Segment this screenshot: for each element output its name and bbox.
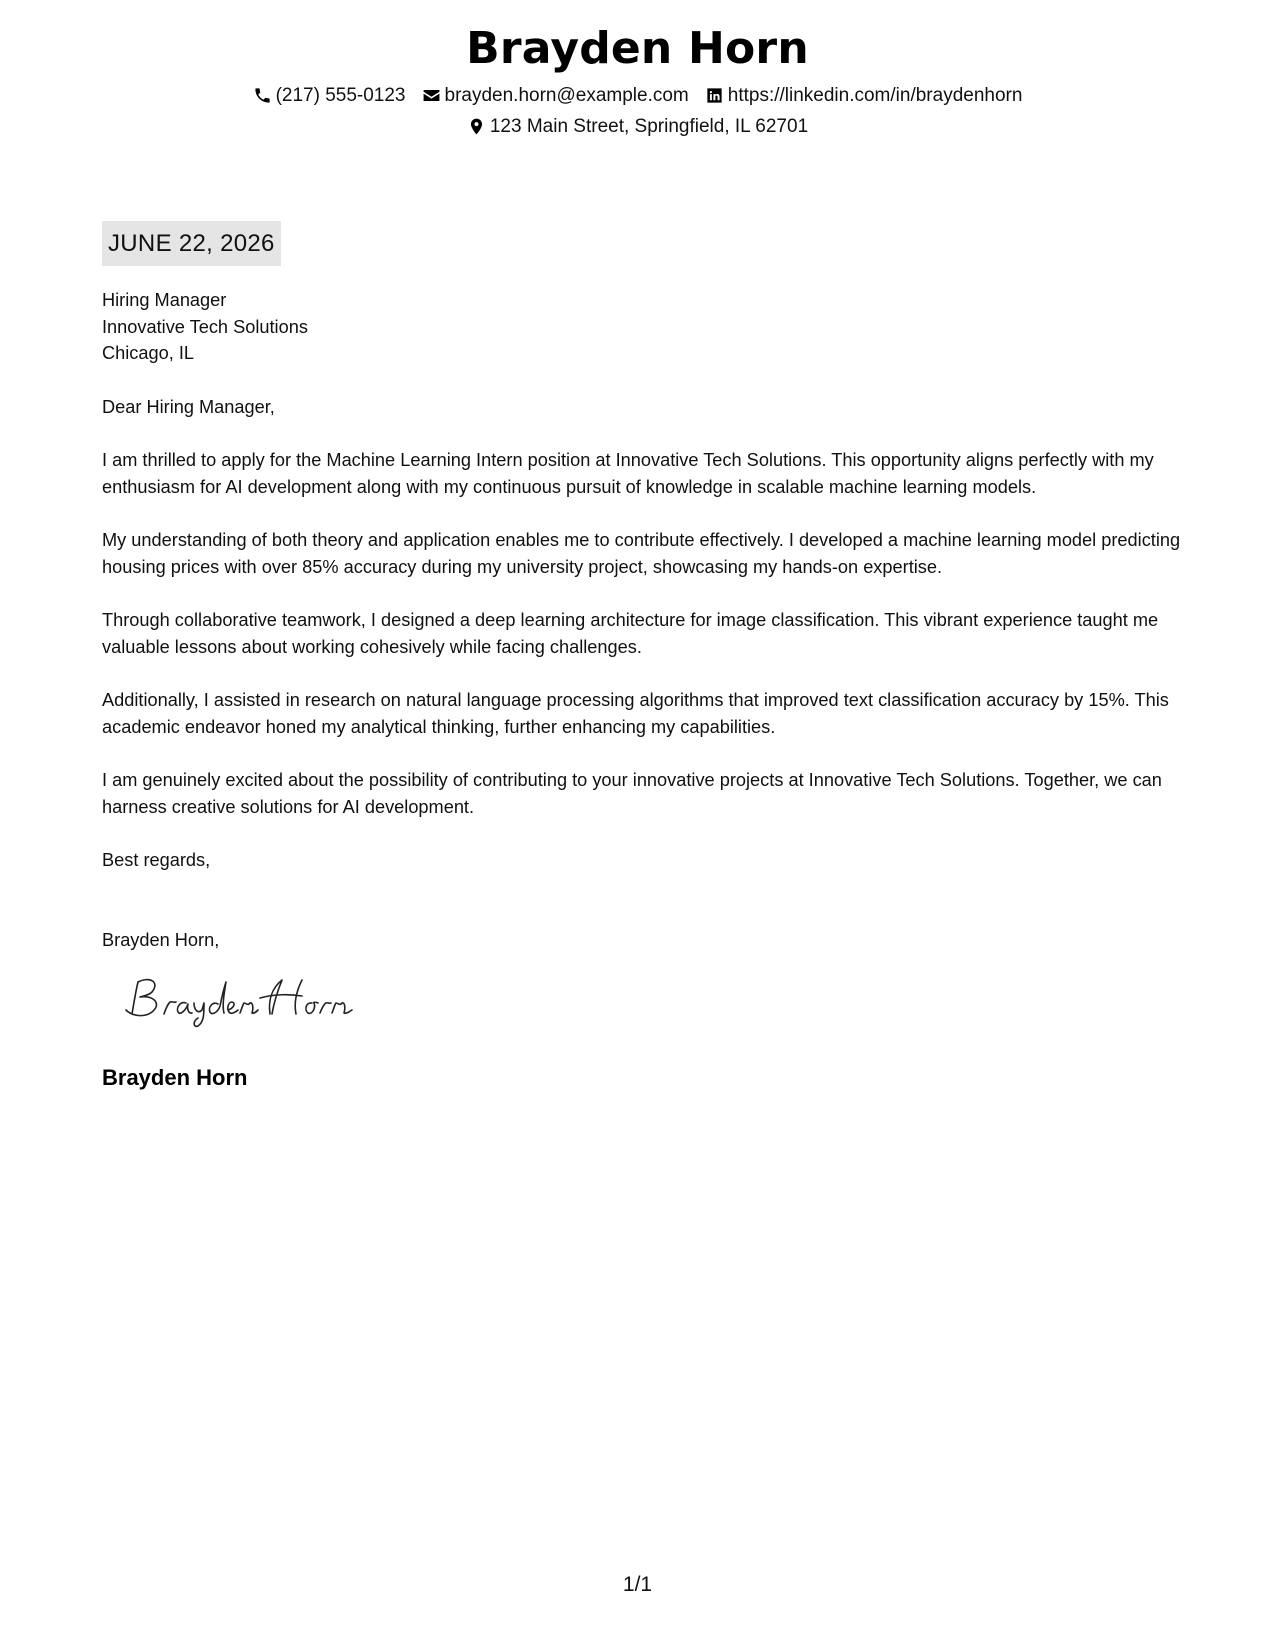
contact-email[interactable]	[422, 80, 689, 111]
linkedin-icon	[705, 86, 724, 105]
signer-name: Brayden Horn,	[102, 929, 220, 950]
printed-signer-name: Brayden Horn	[102, 1065, 248, 1090]
body-paragraph: Additionally, I assisted in research on natural language processing algorithms that improved text classification accuracy by 15%. This academic endeavor honed my analytical thinking, further enhancing my capabilities.	[102, 690, 1169, 737]
body-paragraph: Through collaborative teamwork, I designed a deep learning architecture for image classification. This vibrant experience taught me valuable lessons about working cohesively while facing challenges.	[102, 610, 1159, 657]
body-paragraph: I am thrilled to apply for the Machine Learning Intern position at Innovative Tech Solutions. This opportunity aligns perfectly with my enthusiasm for AI development along with my continuous pursuit of knowledge in scalable machine learning models.	[102, 450, 1154, 497]
letter-header	[0, 18, 1275, 142]
phone-text: (217) 555-0123	[275, 85, 406, 106]
salutation: Dear Hiring Manager,	[102, 396, 275, 417]
email-text[interactable]: brayden.horn@example.com	[444, 85, 689, 106]
recipient-line: Chicago, IL	[102, 343, 195, 363]
contact-phone	[253, 80, 406, 111]
contact-linkedin[interactable]	[705, 80, 1023, 111]
body-paragraph: My understanding of both theory and application enables me to contribute effectively. I developed a machine learning model predicting housing prices with over 85% accuracy during my university project, showcasing my hands-on expertise.	[102, 530, 1181, 577]
address-text: 123 Main Street, Springfield, IL 62701	[489, 116, 809, 137]
handwritten-signature	[118, 970, 358, 1030]
contact-row	[0, 80, 1275, 111]
letter-body	[102, 287, 1182, 953]
recipient-block	[102, 287, 1182, 367]
closing: Best regards,	[102, 850, 211, 870]
recipient-line: Innovative Tech Solutions	[102, 316, 308, 337]
letter-date: JUNE 22, 2026	[102, 221, 281, 266]
phone-icon	[253, 86, 272, 105]
page-number: 1/1	[622, 1573, 653, 1596]
envelope-icon	[422, 86, 441, 105]
contact-address	[467, 111, 808, 142]
body-paragraph: I am genuinely excited about the possibility of contributing to your innovative projects at Innovative Tech Solutions. Together, we can harness creative solutions for AI development.	[102, 770, 1162, 817]
address-row	[0, 111, 1275, 142]
map-marker-icon	[467, 117, 486, 136]
linkedin-text[interactable]: https://linkedin.com/in/braydenhorn	[727, 85, 1023, 106]
recipient-line: Hiring Manager	[102, 290, 227, 310]
applicant-name: Brayden Horn	[466, 23, 809, 74]
